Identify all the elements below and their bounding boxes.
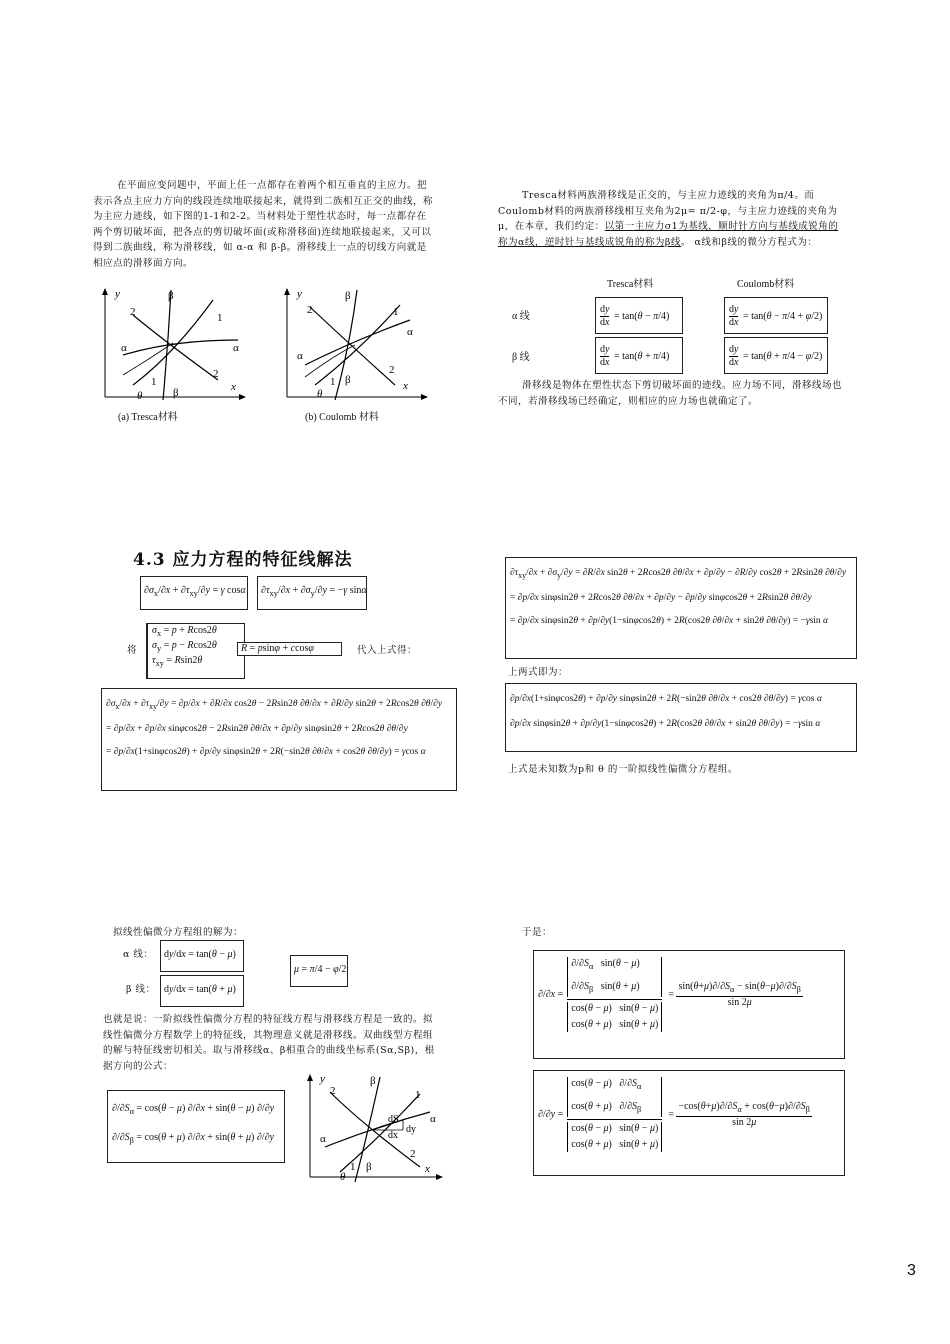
- eq-second-equilibrium: $\partial\tau_{xy}/\partial x + \partial\sigma_y/\partial y = \partial R/\partial x$ sin2θ + 2Rcos2θ ∂θ/∂x + ∂p/∂y − ∂R/∂y cos2θ + 2Rsin2θ ∂θ/∂y = ∂p/∂x sinφsin2θ + 2Rcos2θ ∂θ/∂x + ∂p/∂y − ∂p/∂y sinφcos2θ + 2Rsin2θ ∂θ/∂y = ∂p/∂x sinφsin2θ + ∂p/∂y(1−sinφcos2θ) + 2R(cos2θ ∂θ/∂x + sin2θ ∂θ/∂y) = −γsin α: [505, 557, 857, 659]
- eq-mu-definition: μ = π/4 − φ/2: [290, 955, 348, 987]
- eq-partial-x: ∂/∂x = $\partial/\partial S_\alpha$ sin(θ − μ) $\partial/\partial S_\beta$ sin(θ + μ) cos(θ − μ) sin(θ − μ) cos(θ + μ) sin(θ + μ) = $\frac{\sin(\theta+\mu)\partial/\partial S_\alpha - \sin(\theta-\mu)\partial/\partial S_\beta}{\sin 2\mu}$: [533, 950, 845, 1059]
- theta-label: θ: [317, 388, 323, 400]
- line-1-label: 1: [415, 1089, 421, 1101]
- figure-tresca-sliplines: [93, 285, 253, 410]
- theta-label: θ: [340, 1171, 346, 1183]
- eq-tresca-alpha: dy dx = tan(θ − π/4): [595, 297, 683, 334]
- line-1-label: 1: [393, 306, 399, 318]
- figure-coulomb-sliplines: [275, 285, 435, 410]
- eq-derivation-block: $\partial\sigma_x/\partial x + \partial\tau_{xy}/\partial y = \partial p/\partial x + \partial R/\partial x$ cos2θ − 2Rsin2θ ∂θ/∂x + ∂R/∂y sin2θ + 2Rcos2θ ∂θ/∂y = ∂p/∂x + ∂p/∂x sinφcos2θ − 2Rsin2θ ∂θ/∂x + ∂p/∂y sinφsin2θ + 2Rcos2θ ∂θ/∂y = ∂p/∂x(1+sinφcos2θ) + ∂p/∂y sinφsin2θ + 2R(−sin2θ ∂θ/∂x + cos2θ ∂θ/∂y) = γcos α: [101, 688, 457, 791]
- eq-equilibrium-x: $\partial\sigma_x/\partial x + \partial\tau_{xy}/\partial y = \gamma$ cosα: [140, 576, 248, 610]
- slide5-beta-label: β 线：: [126, 984, 156, 995]
- slide2-text-1: Tresca材料两族滑移线是正交的，与主应力迹线的夹角为π/4。而Coulomb材料的两族滑移线相互夹角为2μ= π/2-φ，与主应力迹线的夹角为μ，在本章，我们约定：: [498, 190, 838, 232]
- line-2-label: 2: [307, 304, 313, 316]
- note-above-system: 上两式即为：: [508, 667, 569, 678]
- svg-text:dx: dx: [388, 1130, 398, 1141]
- slide5-intro: 拟线性偏微分方程组的解为：: [113, 927, 244, 938]
- slide5-paragraph: 也就是说：一阶拟线性偏微分方程的特征线方程与滑移线方程是一致的。拟线性偏微分方程数学上的特征线，其物理意义就是滑移线。双曲线型方程组的解与特征线密切相关。取与滑移线α、β相重合的曲线坐标系(Sα,Sβ)，根据方向的公式：: [103, 1014, 435, 1072]
- alpha-label: α: [407, 326, 413, 338]
- line-1-label: 1: [151, 376, 157, 388]
- alpha-label: α: [320, 1133, 326, 1145]
- slide2-paragraph: [498, 188, 843, 250]
- line-2-label: 2: [410, 1148, 416, 1160]
- col-header-tresca: Tresca材料: [607, 279, 654, 290]
- eq-stress-substitution: $\sigma_x = p + Rcos2\theta$ $\sigma_y = p - Rcos2\theta$ $\tau_{xy} = Rsin2\theta$: [146, 623, 245, 679]
- axis-x-label: x: [425, 1163, 430, 1175]
- label-jiang: 将: [127, 645, 138, 656]
- eq-pde-system: ∂p/∂x(1+sinφcos2θ) + ∂p/∂y sinφsin2θ + 2R(−sin2θ ∂θ/∂x + cos2θ ∂θ/∂y) = γcos α ∂p/∂x sinφsin2θ + ∂p/∂y(1−sinφcos2θ) + 2R(cos2θ ∂θ/∂x + sin2θ ∂θ/∂y) = −γsin α: [505, 683, 857, 752]
- eq-partial-y: ∂/∂y = cos(θ − μ) $\partial/\partial S_\alpha$ cos(θ + μ) $\partial/\partial S_\beta$ cos(θ − μ) sin(θ − μ) cos(θ + μ) sin(θ + μ) = $\frac{-\cos(\theta+\mu)\partial/\partial S_\alpha + \cos(\theta-\mu)\partial/\partial S_\beta}{\sin 2\mu}$: [533, 1070, 845, 1176]
- axis-y-label: y: [297, 288, 302, 300]
- line-1-label: 1: [350, 1161, 356, 1173]
- axis-y-label: y: [320, 1073, 325, 1085]
- beta-label: β: [173, 387, 179, 399]
- alpha-label: α: [430, 1113, 436, 1125]
- beta-label: β: [345, 290, 351, 302]
- eq-directional-derivatives: $\partial/\partial S_\alpha = \cos(\theta - \mu) \partial/\partial x + \sin(\theta - \mu)$ ∂/∂y $\partial/\partial S_\beta = \cos(\theta + \mu) \partial/\partial x + \sin(\theta + \mu)$ ∂/∂y: [107, 1090, 285, 1163]
- eq-equilibrium-y: $\partial\tau_{xy}/\partial x + \partial\sigma_y/\partial y = -\gamma$ sinα: [257, 576, 367, 610]
- section-title: 4.3 应力方程的特征线解法: [133, 550, 353, 570]
- figure-b-caption: (b) Coulomb 材料: [305, 412, 379, 423]
- figure-curvilinear-coordinates: [300, 1072, 450, 1187]
- slide2-tail: 滑移线是物体在塑性状态下剪切破坏面的迹线。应力场不同，滑移线场也不同，若滑移线场已经确定，则相应的应力场也就确定了。: [498, 380, 843, 407]
- slide2-convention: 以第一主应力σ1为基线，顺时针方向与基线成锐角的称为α线，逆时针与基线成锐角的称为β线: [498, 221, 839, 248]
- line-2-label: 2: [330, 1085, 336, 1097]
- col-header-coulomb: Coulomb材料: [737, 279, 795, 290]
- svg-text:dS: dS: [388, 1114, 399, 1125]
- eq-R-definition: R = psinφ + ccosφ: [237, 642, 342, 656]
- axis-y-label: y: [115, 288, 120, 300]
- beta-label: β: [366, 1161, 372, 1173]
- row-label-beta: β 线: [512, 352, 530, 363]
- page-number: 3: [907, 1262, 916, 1279]
- axis-x-label: x: [403, 380, 408, 392]
- eq-char-beta: dy/dx = tan(θ + μ): [160, 975, 244, 1007]
- note-pde-type: 上式是未知数为p和 θ 的一阶拟线性偏微分方程组。: [508, 764, 738, 775]
- eq-tresca-beta: dy dx = tan(θ + π/4): [595, 337, 683, 374]
- axis-x-label: x: [231, 381, 236, 393]
- slide1-paragraph: 在平面应变问题中，平面上任一点都存在着两个相互垂直的主应力。把表示各点主应力方向的线段连续地联接起来，就得到二族相互正交的曲线，称为主应力迹线，如下图的1-1和2-2。当材料处于塑性状态时，每一点都存在两个剪切破坏面，把各点的剪切破坏面(或称滑移面)连续地联接起来，又可以得到二族曲线，称为滑移线，如 α-α 和 β-β。滑移线上一点的切线方向就是相应点的滑移面方向。: [93, 180, 434, 269]
- eq-coulomb-alpha: dy dx = tan(θ − π/4 + φ/2): [724, 297, 828, 334]
- label-daiyu: 代入上式得：: [357, 645, 418, 656]
- slide2-text-2: 。 α线和β线的微分方程式为：: [680, 236, 818, 248]
- theta-label: θ: [137, 390, 143, 402]
- eq-coulomb-beta: dy dx = tan(θ + π/4 − φ/2): [724, 337, 828, 374]
- beta-label: β: [168, 290, 174, 302]
- line-1-label: 1: [217, 312, 223, 324]
- slide6-yushi: 于是：: [522, 927, 553, 938]
- line-1-label: 1: [330, 376, 336, 388]
- alpha-label: α: [297, 350, 303, 362]
- row-label-alpha: α 线: [512, 311, 530, 322]
- line-2-label: 2: [213, 368, 219, 380]
- eq-char-alpha: dy/dx = tan(θ − μ): [160, 940, 244, 972]
- alpha-label: α: [233, 342, 239, 354]
- slide5-alpha-label: α 线：: [123, 949, 154, 960]
- svg-text:dy: dy: [406, 1124, 416, 1135]
- line-2-label: 2: [130, 306, 136, 318]
- alpha-label: α: [121, 342, 127, 354]
- beta-label: β: [345, 374, 351, 386]
- beta-label: β: [370, 1075, 376, 1087]
- figure-a-caption: (a) Tresca材料: [118, 412, 178, 423]
- line-2-label: 2: [389, 364, 395, 376]
